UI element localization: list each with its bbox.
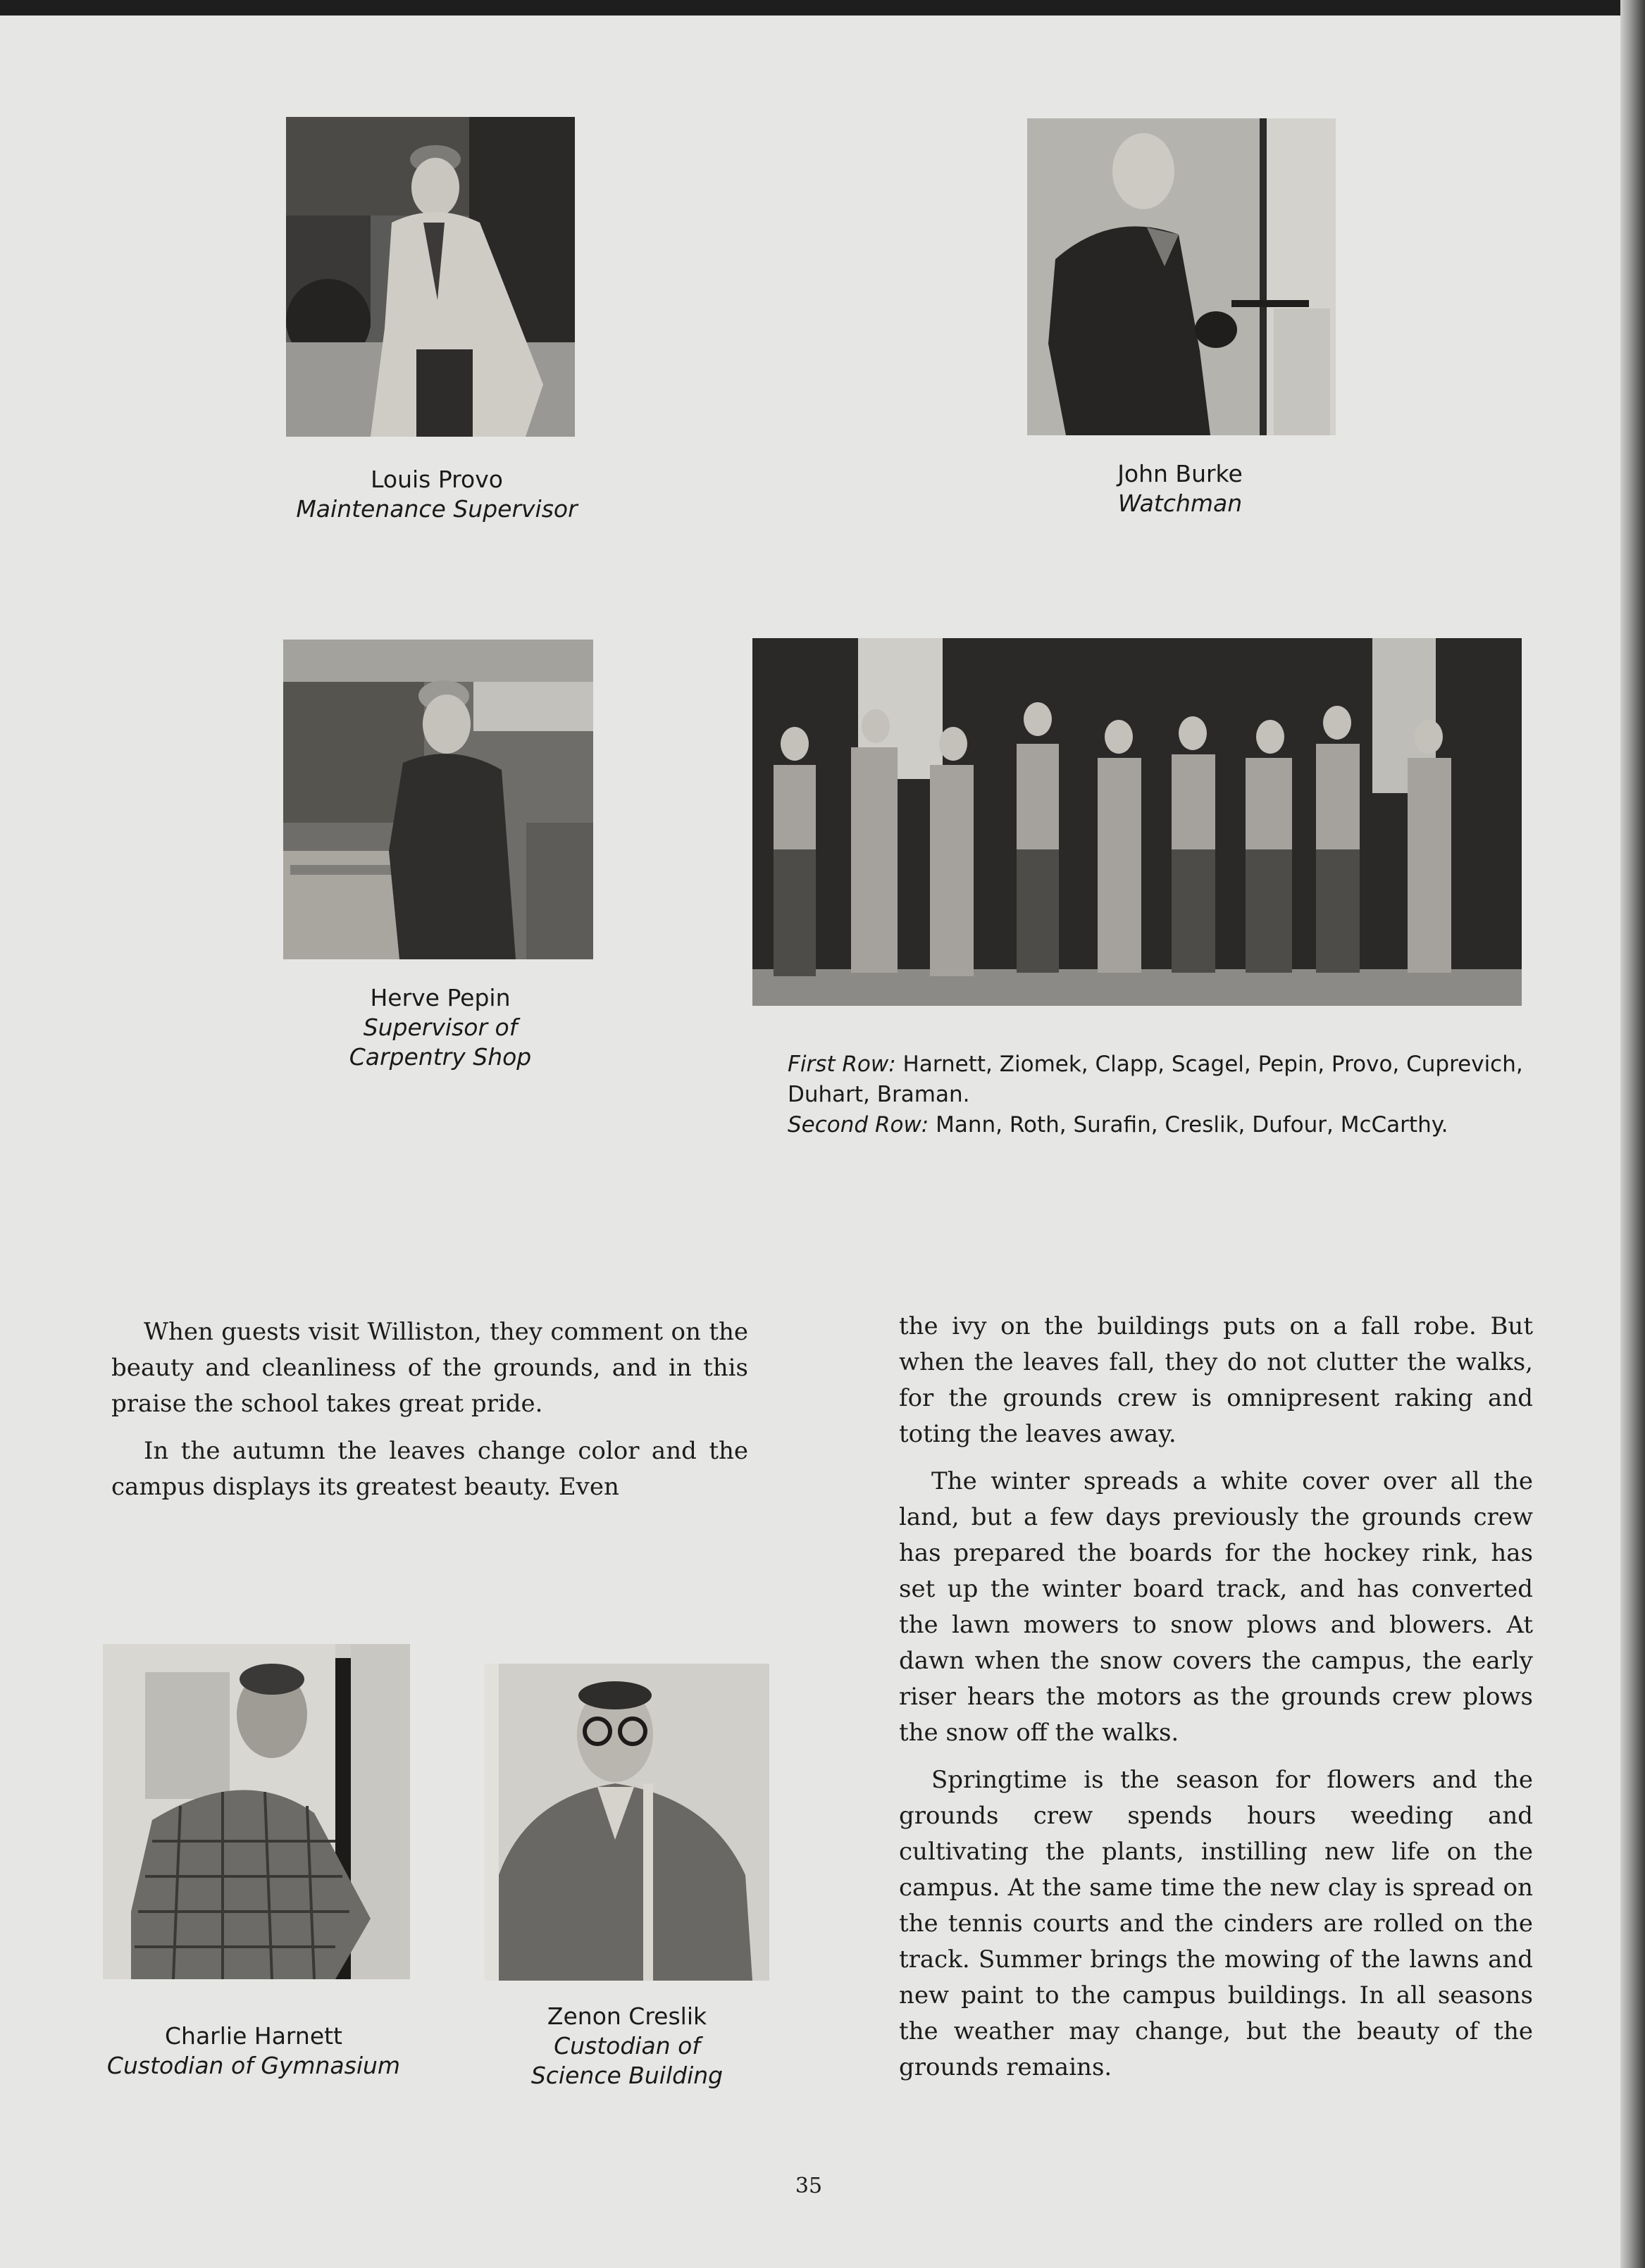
staff-title-line2: Science Building — [530, 2062, 724, 2089]
first-row-names: Harnett, Ziomek, Clapp, Scagel, Pepin, Provo, Cuprevich, Duhart, Braman. — [788, 1052, 1523, 1107]
caption-charlie-harnett — [85, 2021, 423, 2081]
staff-title-line1: Supervisor of — [363, 1014, 518, 1041]
staff-title-line1: Custodian of — [554, 2032, 700, 2060]
second-row-label: Second Row: — [788, 1112, 929, 1138]
staff-title: Watchman — [1117, 490, 1243, 517]
second-row-names: Mann, Roth, Surafin, Creslik, Dufour, McCarthy. — [936, 1112, 1448, 1138]
article-paragraph: the ivy on the buildings puts on a fall robe. But when the leaves fall, they do not clutter the walks, for the grounds crew is omnipresent raking and toting the leaves away. — [899, 1312, 1533, 1448]
article-paragraph: In the autumn the leaves change color and the campus displays its greatest beauty. Even — [111, 1437, 748, 1501]
photo-grounds-crew-group — [752, 638, 1522, 1006]
photo-charlie-harnett — [103, 1644, 410, 1979]
caption-herve-pepin — [282, 983, 599, 1072]
staff-name: Zenon Creslik — [547, 2002, 707, 2030]
article-paragraph: Springtime is the season for flowers and the grounds crew spends hours weeding and cultivating the plants, instilling new life on the campus. At the same time the new clay is spread on the tennis courts and the cinders are rolled on the track. Summer brings the mowing of the lawns and new paint to the campus buildings. In all seasons the weather may change, but the beauty of the grounds remains. — [899, 1766, 1533, 2081]
staff-name: Charlie Harnett — [165, 2022, 342, 2050]
photo-john-burke — [1027, 118, 1336, 435]
staff-name: Louis Provo — [371, 466, 503, 493]
first-row-label: First Row: — [788, 1052, 896, 1077]
page-edge-shadow — [1620, 0, 1645, 2268]
staff-name: John Burke — [1117, 460, 1243, 487]
page-number: 35 — [795, 2174, 823, 2198]
article-right-column — [899, 1309, 1533, 2097]
photo-zenon-creslik — [485, 1664, 769, 1981]
staff-title-line2: Carpentry Shop — [349, 1043, 532, 1071]
article-paragraph: The winter spreads a white cover over all the land, but a few days previously the grounds crew has prepared the boards for the hockey rink, has set up the winter board track, and has converted the lawn mowers to snow plows and blowers. At dawn when the snow covers the campus, the early riser hears the motors as the grounds crew plows the snow off the walks. — [899, 1467, 1533, 1747]
photo-herve-pepin — [283, 640, 593, 959]
caption-louis-provo — [282, 465, 592, 524]
staff-name: Herve Pepin — [370, 984, 511, 1011]
staff-title: Maintenance Supervisor — [296, 495, 578, 523]
group-photo-caption — [788, 1049, 1534, 1140]
article-left-column — [111, 1314, 748, 1516]
staff-title: Custodian of Gymnasium — [106, 2052, 401, 2079]
photo-louis-provo — [286, 117, 575, 437]
caption-john-burke — [1025, 459, 1335, 518]
article-paragraph: When guests visit Williston, they comment on the beauty and cleanliness of the grounds, and in this praise the school takes great pride. — [111, 1318, 748, 1418]
caption-zenon-creslik — [465, 2002, 789, 2091]
